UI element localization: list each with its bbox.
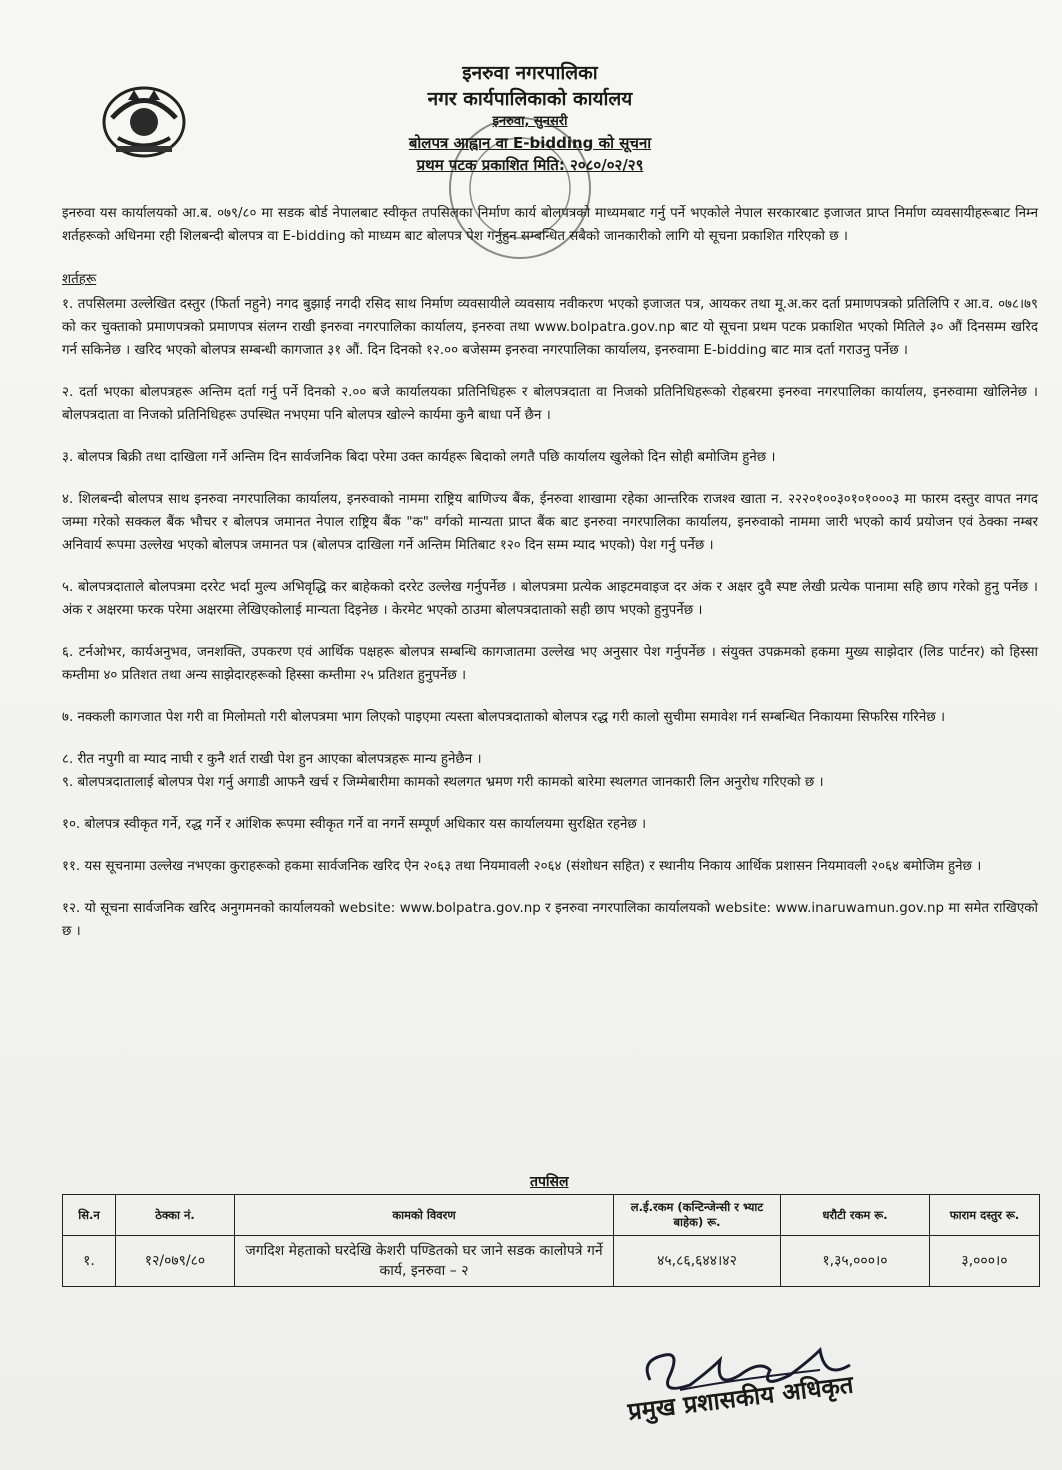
condition-12: १२. यो सूचना सार्वजनिक खरिद अनुगमनको कार्यालयको website: www.bolpatra.gov.np र इनरुवा नगरपालिका कार्यालयको website: www.inaruwamun.gov.np मा समेत राखिएको छ । (62, 901, 1038, 939)
cell-description: जगदिश मेहताको घरदेखि केशरी पण्डितको घर जाने सडक कालोपत्रे गर्ने कार्य, इनरुवा – २ (235, 1236, 614, 1287)
conditions-title: शर्तहरू (62, 272, 97, 287)
signatory-title: प्रमुख प्रशासकीय अधिकृत (626, 1369, 855, 1426)
notice-header (300, 60, 760, 176)
condition-1: १. तपसिलमा उल्लेखित दस्तुर (फिर्ता नहुने) नगद बुझाई नगदी रसिद साथ निर्माण व्यवसायीले व्यवसाय नवीकरण भएको इजाजत पत्र, आयकर तथा मू.अ.कर दर्ता प्रमाणपत्रको प्रतिलिपि र आ.व. ०७८।७९ को कर चुक्ताको प्रमाणपत्रको प्रमाणपत्र संलग्न राखी इनरुवा नगरपालिका कार्यालय, इनरुवा तथा www.bolpatra.gov.np बाट यो सूचना प्रथम पटक प्रकाशित भएको मितिले ३० औं दिनसम्म खरिद गर्न सकिनेछ । खरिद भएको बोलपत्र सम्बन्धी कागजात ३१ औं. दिन दिनको १२.०० बजेसम्म इनरुवा नगरपालिका कार्यालय, इनरुवामा E-bidding बाट मात्र दर्ता गराउनु पर्नेछ । (62, 297, 1038, 358)
condition-7: ७. नक्कली कागजात पेश गरी वा मिलोमतो गरी बोलपत्रमा भाग लिएको पाइएमा त्यस्ता बोलपत्रदाताको बोलपत्र रद्ध गरी कालो सुचीमा समावेश गर्न सम्बन्धित निकायमा सिफरिस गरिनेछ । (62, 710, 946, 725)
office-name: इनरुवा नगरपालिका (462, 62, 598, 84)
works-table (62, 1194, 1040, 1287)
condition-4: ४. शिलबन्दी बोलपत्र साथ इनरुवा नगरपालिका कार्यालय, इनरुवाको नाममा राष्ट्रिय बाणिज्य बैंक, ईनरुवा शाखामा रहेका आन्तरिक राजश्व खाता न. २२२०१००३०१०१०००३ मा फारम दस्तुर वापत नगद जम्मा गरेको सक्कल बैंक भौचर र बोलपत्र जमानत नेपाल राष्ट्रिय बैंक "क" वर्गको मान्यता प्राप्त बैंक बाट इनरुवा नगरपालिका कार्यालय, इनरुवाको नाममा जारी भएको कार्य प्रयोजन एवं ठेक्का नम्बर अनिवार्य रूपमा उल्लेख भएको बोलपत्र जमानत पत्र (बोलपत्र दाखिला गर्ने अन्तिम मितिबाट १२० दिन सम्म म्याद भएको) पेश गर्नु पर्नेछ । (62, 492, 1038, 553)
table-row (63, 1236, 1040, 1287)
cell-contract-no: १२/०७९/८० (116, 1236, 235, 1287)
col-description: कामको विवरण (235, 1195, 614, 1236)
table-header-row (63, 1195, 1040, 1236)
intro-paragraph: इनरुवा यस कार्यालयको आ.ब. ०७९/८० मा सडक बोर्ड नेपालबाट स्वीकृत तपसिलका निर्माण कार्य बोलपत्रको माध्यमबाट गर्नु पर्ने भएकोले नेपाल सरकारबाट इजाजत प्राप्त निर्माण व्यवसायीहरूबाट निम्न शर्तहरूको अधिनमा रही शिलबन्दी बोलपत्र वा E-bidding को माध्यम बाट बोलपत्र पेश गर्नुहुन सम्बन्धित सबैको जानकारीको लागि यो सूचना प्रकाशित गरिएको छ । (62, 206, 1038, 244)
condition-11: ११. यस सूचनामा उल्लेख नभएका कुराहरूको हकमा सार्वजनिक खरिद ऐन २०६३ तथा नियमावली २०६४ (संशोधन सहित) र स्थानीय निकाय आर्थिक प्रशासन नियमावली २०६४ बमोजिम हुनेछ । (62, 859, 982, 874)
office-subtitle: नगर कार्यपालिकाको कार्यालय (427, 88, 633, 110)
notice-title: बोलपत्र आह्वान वा E-bidding को सूचना (408, 134, 652, 152)
cell-form-fee: ३,०००।० (930, 1236, 1040, 1287)
col-form-fee: फाराम दस्तुर रू. (930, 1195, 1040, 1236)
cell-cost-estimate: ४५,८६,६४४।४२ (614, 1236, 781, 1287)
condition-3: ३. बोलपत्र बिक्री तथा दाखिला गर्ने अन्तिम दिन सार्वजनिक बिदा परेमा उक्त कार्यहरू बिदाको लगतै पछि कार्यालय खुलेको दिन सोही बमोजिम हुनेछ । (62, 450, 776, 465)
col-bid-security: धरौटी रकम रू. (781, 1195, 930, 1236)
office-location: इनरुवा, सुनसरी (492, 114, 568, 129)
cell-bid-security: १,३५,०००।० (781, 1236, 930, 1287)
table-title: तपसिल (530, 1174, 569, 1190)
condition-2: २. दर्ता भएका बोलपत्रहरू अन्तिम दर्ता गर्नु पर्ने दिनको २.०० बजे कार्यालयका प्रतिनिधिहरू र बोलपत्रदाता वा निजको प्रतिनिधिहरूको रोहबरमा इनरुवा नगरपालिका कार्यालय, इनरुवामा खोलिनेछ । बोलपत्रदाता वा निजको प्रतिनिधिहरू उपस्थित नभएमा पनि बोलपत्र खोल्ने कार्यमा कुनै बाधा पर्ने छैन । (62, 385, 1038, 423)
condition-9: ९. बोलपत्रदातालाई बोलपत्र पेश गर्नु अगाडी आफनै खर्च र जिम्मेबारीमा कामको स्थलगत भ्रमण गरी कामको बारेमा स्थलगत जानकारी लिन अनुरोध गरिएको छ । (62, 775, 824, 790)
publish-info: प्रथम पटक प्रकाशित मिति: २०८०/०२/२९ (416, 156, 644, 174)
col-serial: सि.न (63, 1195, 116, 1236)
condition-6: ६. टर्नओभर, कार्यअनुभव, जनशक्ति, उपकरण एवं आर्थिक पक्षहरू बोलपत्र सम्बन्धि कागजातमा उल्लेख भए अनुसार पेश गर्नुपर्नेछ । संयुक्त उपक्रमको हकमा मुख्य साझेदार (लिड पार्टनर) को हिस्सा कम्तीमा ४० प्रतिशत तथा अन्य साझेदारहरूको हिस्सा कम्तीमा २५ प्रतिशत हुनुपर्नेछ । (62, 645, 1038, 683)
condition-8: ८. रीत नपुगी वा म्याद नाघी र कुनै शर्त राखी पेश हुन आएका बोलपत्रहरू मान्य हुनेछैन । (62, 752, 482, 767)
col-cost-estimate: ल.ई.रकम (कन्टिन्जेन्सी र भ्याट बाहेक) रू. (614, 1195, 781, 1236)
condition-10: १०. बोलपत्र स्वीकृत गर्ने, रद्ध गर्ने र आंशिक रूपमा स्वीकृत गर्ने वा नगर्ने सम्पूर्ण अधिकार यस कार्यालयमा सुरक्षित रहनेछ । (62, 817, 647, 832)
notice-body (62, 202, 1038, 962)
government-emblem-icon (98, 78, 190, 162)
cell-serial: १. (63, 1236, 116, 1287)
condition-5: ५. बोलपत्रदाताले बोलपत्रमा दररेट भर्दा मुल्य अभिवृद्धि कर बाहेकको दररेट उल्लेख गर्नुपर्नेछ । बोलपत्रमा प्रत्येक आइटमवाइज दर अंक र अक्षर दुवै स्पष्ट लेखी प्रत्येक पानामा सहि छाप गरेको हुनु पर्नेछ । अंक र अक्षरमा फरक परेमा अक्षरमा लेखिएकोलाई मान्यता दिइनेछ । केरमेट भएको ठाउमा बोलपत्रदाताको सही छाप भएको हुनुपर्नेछ । (62, 580, 1038, 618)
col-contract-no: ठेक्का नं. (116, 1195, 235, 1236)
